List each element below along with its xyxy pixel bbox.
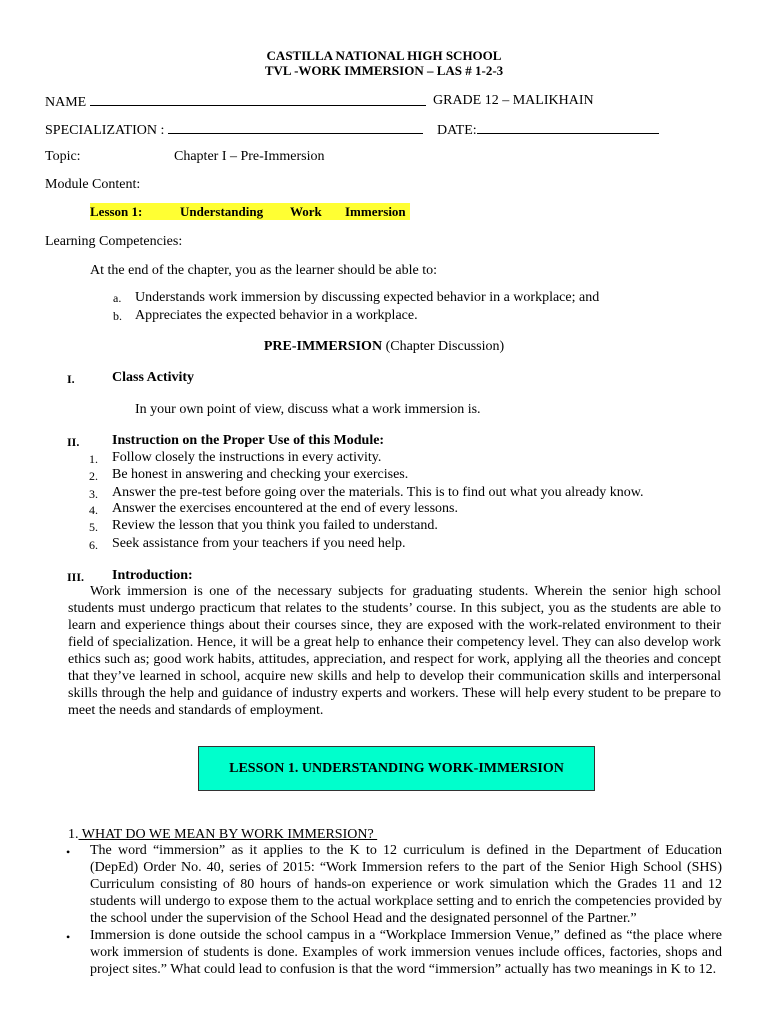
question-number: 1. [68,827,79,842]
instruction-item: Seek assistance from your teachers if you need help. [112,536,406,551]
question-heading [68,826,377,843]
instruction-item: Answer the pre-test before going over the materials. This is to find out what you already know. [112,485,644,500]
instruction-item: Answer the exercises encountered at the end of every lessons. [112,501,458,516]
module-content-label: Module Content: [45,177,141,192]
instruction-item: Be honest in answering and checking your exercises. [112,467,409,482]
section3-numeral: III. [67,570,85,584]
name-blank [90,92,426,106]
pre-immersion-note: (Chapter Discussion) [385,339,505,354]
name-label: NAME [45,95,87,110]
bullet-icon: • [66,845,71,859]
date-label: DATE: [437,123,477,138]
instruction-number: 2. [89,469,98,483]
specialization-blank [168,120,423,134]
lesson-heading [90,203,410,220]
date-field [437,120,659,139]
section2-numeral: II. [67,435,80,449]
lesson-number: Lesson 1: [90,204,143,219]
competencies-label: Learning Competencies: [45,234,183,249]
grade-label: GRADE 12 – MALIKHAIN [433,93,594,108]
topic-value: Chapter I – Pre-Immersion [174,149,325,164]
school-name: CASTILLA NATIONAL HIGH SCHOOL [266,48,502,63]
instruction-number: 3. [89,487,98,501]
instruction-number: 6. [89,538,98,552]
lesson-word-immersion: Immersion [345,204,406,219]
pre-immersion-bold: PRE-IMMERSION [263,339,383,354]
instruction-item: Review the lesson that you think you failed to understand. [112,518,438,533]
section1-text: In your own point of view, discuss what a work immersion is. [135,402,481,417]
section1-numeral: I. [67,372,75,386]
question-text: WHAT DO WE MEAN BY WORK IMMERSION? [78,827,378,842]
specialization-field [45,120,423,139]
date-blank [477,120,659,134]
competencies-intro: At the end of the chapter, you as the learner should be able to: [90,263,437,278]
lesson-title: LESSON 1. UNDERSTANDING WORK-IMMERSION [229,760,564,776]
section1-title: Class Activity [112,370,195,385]
bullet-paragraph: Immersion is done outside the school campus in a “Workplace Immersion Venue,” defined as “the place where work immersion of students is done. Examples of work immersion venues include offices, factories, shops and project sites.” What could lead to confusion is that the word “immersion” actually has two meanings in K to 12. [90,928,722,977]
competency-item-a: Understands work immersion by discussing expected behavior in a workplace; and [135,290,600,305]
pre-immersion-heading [0,338,768,355]
instruction-number: 4. [89,503,98,517]
document-subtitle: TVL -WORK IMMERSION – LAS # 1-2-3 [264,63,504,78]
instruction-number: 1. [89,452,98,466]
lesson-word-work: Work [290,204,322,219]
section3-title: Introduction: [112,568,193,583]
specialization-label: SPECIALIZATION : [45,123,165,138]
section2-title: Instruction on the Proper Use of this Module: [112,433,385,448]
introduction-paragraph: Work immersion is one of the necessary subjects for graduating students. Wherein the senior high school students must undergo practicum that relates to the students’ course. In this subject, you as the students are able to learn and experience things about their courses since, they are exposed with the work-related environment to their field of specialization. Hence, it will be a great help to enhance their competency level. They can also develop work ethics such as; good work habits, attitudes, appreciation, and respect for work, applying all the theories and concept that they’ve learned in school, acquire new skills and help to develop their communication skills and interpersonal skills through the help and guidance of industry experts and workers. These will help every student to be prepare to meet the needs and standards of employment. [68,584,721,718]
competency-item-b: Appreciates the expected behavior in a workplace. [135,308,418,323]
competency-marker-a: a. [113,291,122,305]
lesson-word-understanding: Understanding [180,204,264,219]
bullet-paragraph: The word “immersion” as it applies to the K to 12 curriculum is defined in the Department of Education (DepEd) Order No. 40, series of 2015: “Work Immersion refers to the part of the Senior High School (SHS) Curriculum consisting of 80 hours of hands-on experience or work simulation which the Grades 11 and 12 students will undergo to expose them to the actual workplace setting and to enrich the competencies provided by the school under the supervision of the School Head and the designated personnel of the Partner.” [90,843,722,926]
bullet-icon: • [66,930,71,944]
lesson-title-box [198,746,595,791]
competency-marker-b: b. [113,309,122,323]
instruction-item: Follow closely the instructions in every activity. [112,450,382,465]
topic-label: Topic: [45,149,81,164]
instruction-number: 5. [89,520,98,534]
name-field [45,92,426,111]
